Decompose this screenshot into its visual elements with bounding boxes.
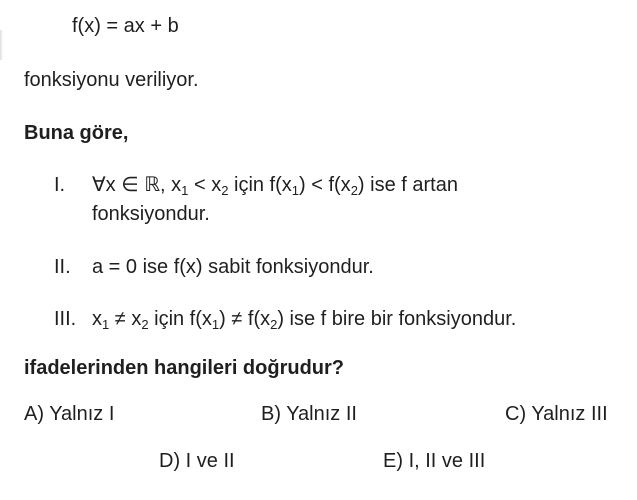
statement-2-text: a = 0 ise f(x) sabit fonksiyondur.	[92, 256, 374, 278]
statement-3-numeral: III.	[54, 308, 77, 330]
statement-3-text: $x_1 \ne x_2$ için $f(x_1) \ne f(x_2)$ ise f bire bir fonksiyondur.	[92, 308, 517, 332]
question-text: ifadelerinden hangileri doğrudur?	[24, 357, 345, 379]
page-edge-shadow	[0, 30, 3, 60]
statement-2-numeral: II.	[54, 256, 71, 278]
intro-text: fonksiyonu veriliyor.	[24, 69, 199, 91]
option-e[interactable]: E) I, II ve III	[383, 450, 486, 472]
option-d[interactable]: D) I ve II	[159, 450, 235, 472]
statement-1-numeral: I.	[54, 174, 66, 196]
option-c[interactable]: C) Yalnız III	[505, 403, 608, 425]
function-definition: f(x) = ax + b	[72, 15, 179, 37]
statement-1-text: ∀x ∈ ℝ, $x_1 < x_2$ için $f(x_1) < f(x_2)$ ise f artan	[92, 174, 458, 198]
option-b[interactable]: B) Yalnız II	[261, 403, 357, 425]
option-a[interactable]: A) Yalnız I	[24, 403, 115, 425]
prompt-text: Buna göre,	[24, 122, 129, 144]
statement-1-continuation: fonksiyondur.	[92, 203, 210, 225]
